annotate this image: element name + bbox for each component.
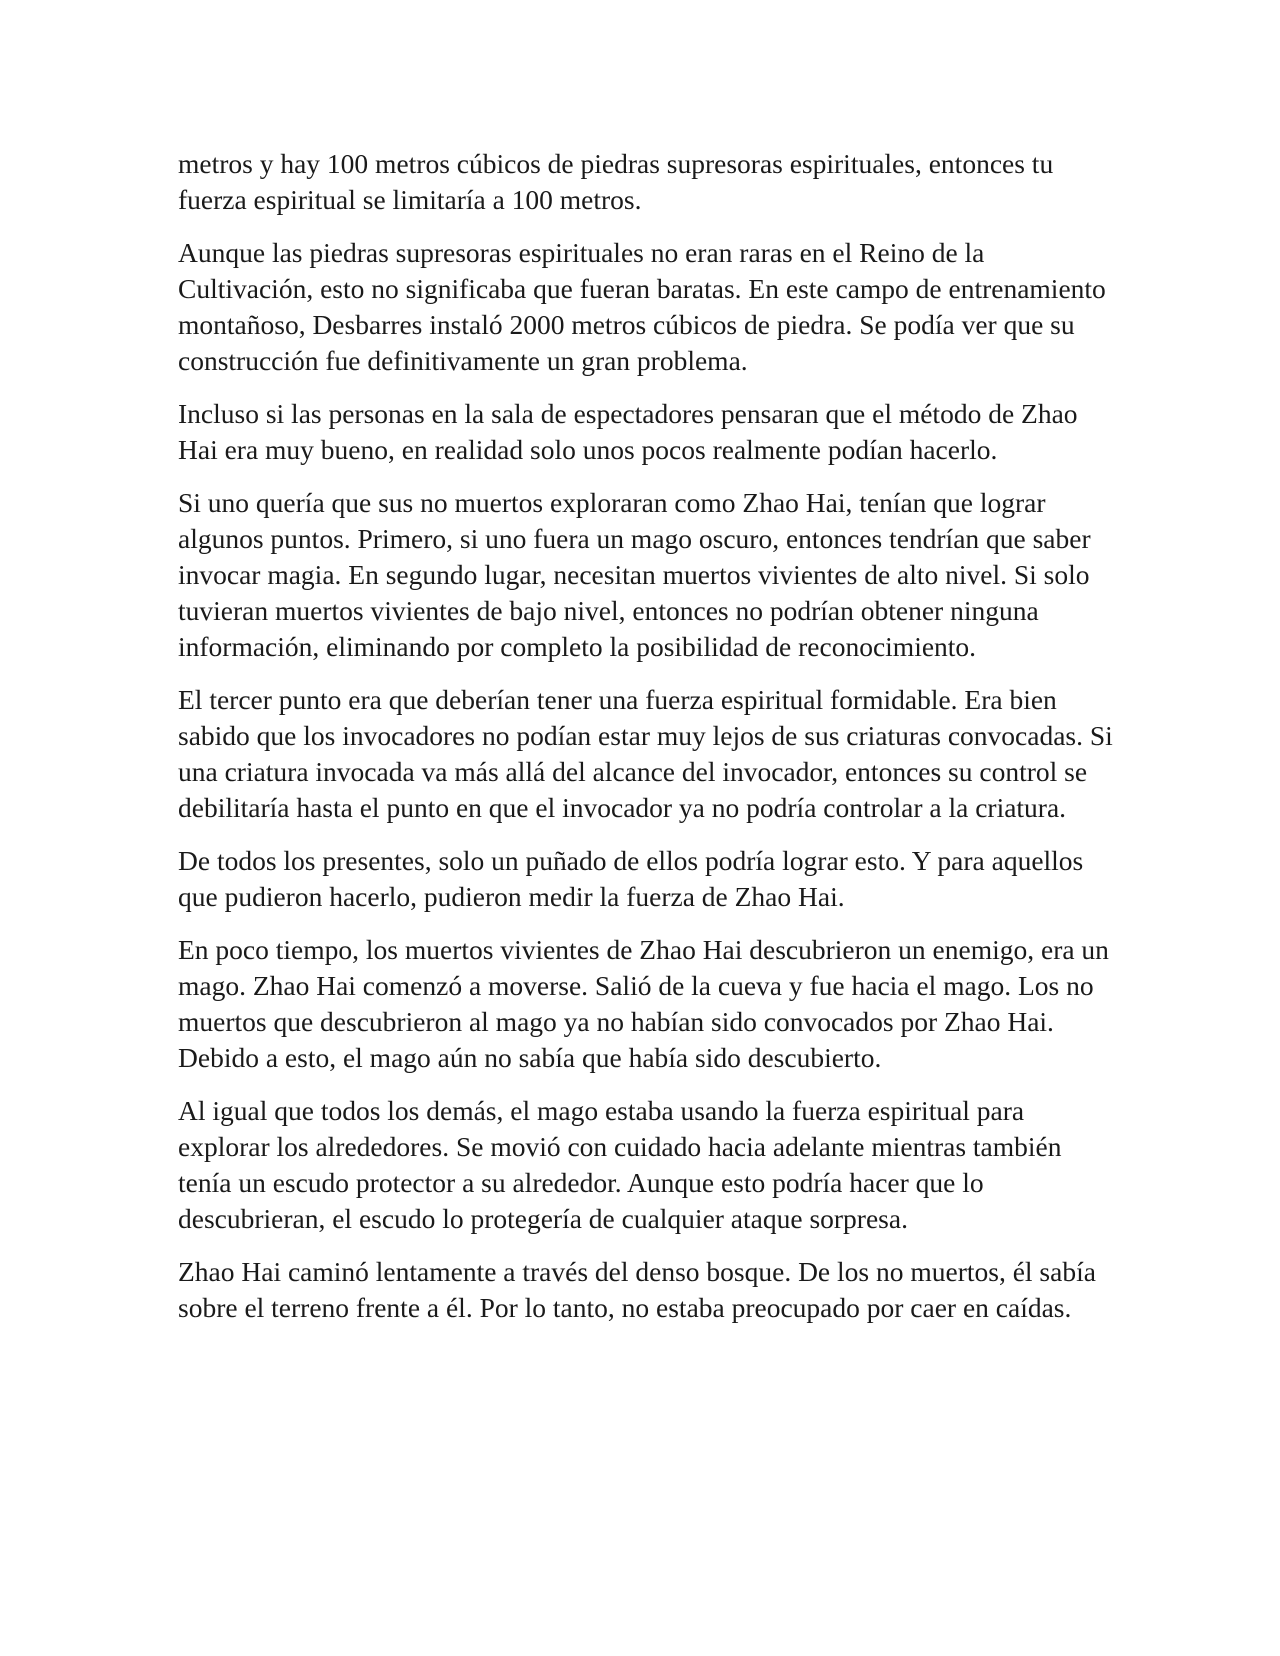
paragraph-1: metros y hay 100 metros cúbicos de piedras supresoras espirituales, entonces tu fuerza espiritual se limitaría a 100 metros. xyxy=(178,148,1054,215)
body-text xyxy=(178,146,1118,1343)
paragraph-9: Zhao Hai caminó lentamente a través del denso bosque. De los no muertos, él sabía sobre el terreno frente a él. Por lo tanto, no estaba preocupado por caer en caídas. xyxy=(178,1256,1096,1323)
paragraph-4: Si uno quería que sus no muertos exploraran como Zhao Hai, tenían que lograr algunos puntos. Primero, si uno fuera un mago oscuro, entonces tendrían que saber invocar magia. En segundo lugar, necesitan muertos vivientes de alto nivel. Si solo tuvieran muertos vivientes de bajo nivel, entonces no podrían obtener ninguna información, eliminando por completo la posibilidad de reconocimiento. xyxy=(178,487,1091,662)
paragraph-6: De todos los presentes, solo un puñado de ellos podría lograr esto. Y para aquellos que pudieron hacerlo, pudieron medir la fuerza de Zhao Hai. xyxy=(178,845,1084,912)
paragraph-2: Aunque las piedras supresoras espirituales no eran raras en el Reino de la Cultivación, esto no significaba que fueran baratas. En este campo de entrenamiento montañoso, Desbarres instaló 2000 metros cúbicos de piedra. Se podía ver que su construcción fue definitivamente un gran problema. xyxy=(178,237,1106,376)
paragraph-5: El tercer punto era que deberían tener una fuerza espiritual formidable. Era bien sabido que los invocadores no podían estar muy lejos de sus criaturas convocadas. Si una criatura invocada va más allá del alcance del invocador, entonces su control se debilitaría hasta el punto en que el invocador ya no podría controlar a la criatura. xyxy=(178,684,1113,823)
paragraph-7: En poco tiempo, los muertos vivientes de Zhao Hai descubrieron un enemigo, era un mago. Zhao Hai comenzó a moverse. Salió de la cueva y fue hacia el mago. Los no muertos que descubrieron al mago ya no habían sido convocados por Zhao Hai. Debido a esto, el mago aún no sabía que había sido descubierto. xyxy=(178,934,1109,1073)
paragraph-8: Al igual que todos los demás, el mago estaba usando la fuerza espiritual para explorar los alrededores. Se movió con cuidado hacia adelante mientras también tenía un escudo protector a su alrededor. Aunque esto podría hacer que lo descubrieran, el escudo lo protegería de cualquier ataque sorpresa. xyxy=(178,1095,1062,1234)
paragraph-3: Incluso si las personas en la sala de espectadores pensaran que el método de Zhao Hai era muy bueno, en realidad solo unos pocos realmente podían hacerlo. xyxy=(178,398,1078,465)
